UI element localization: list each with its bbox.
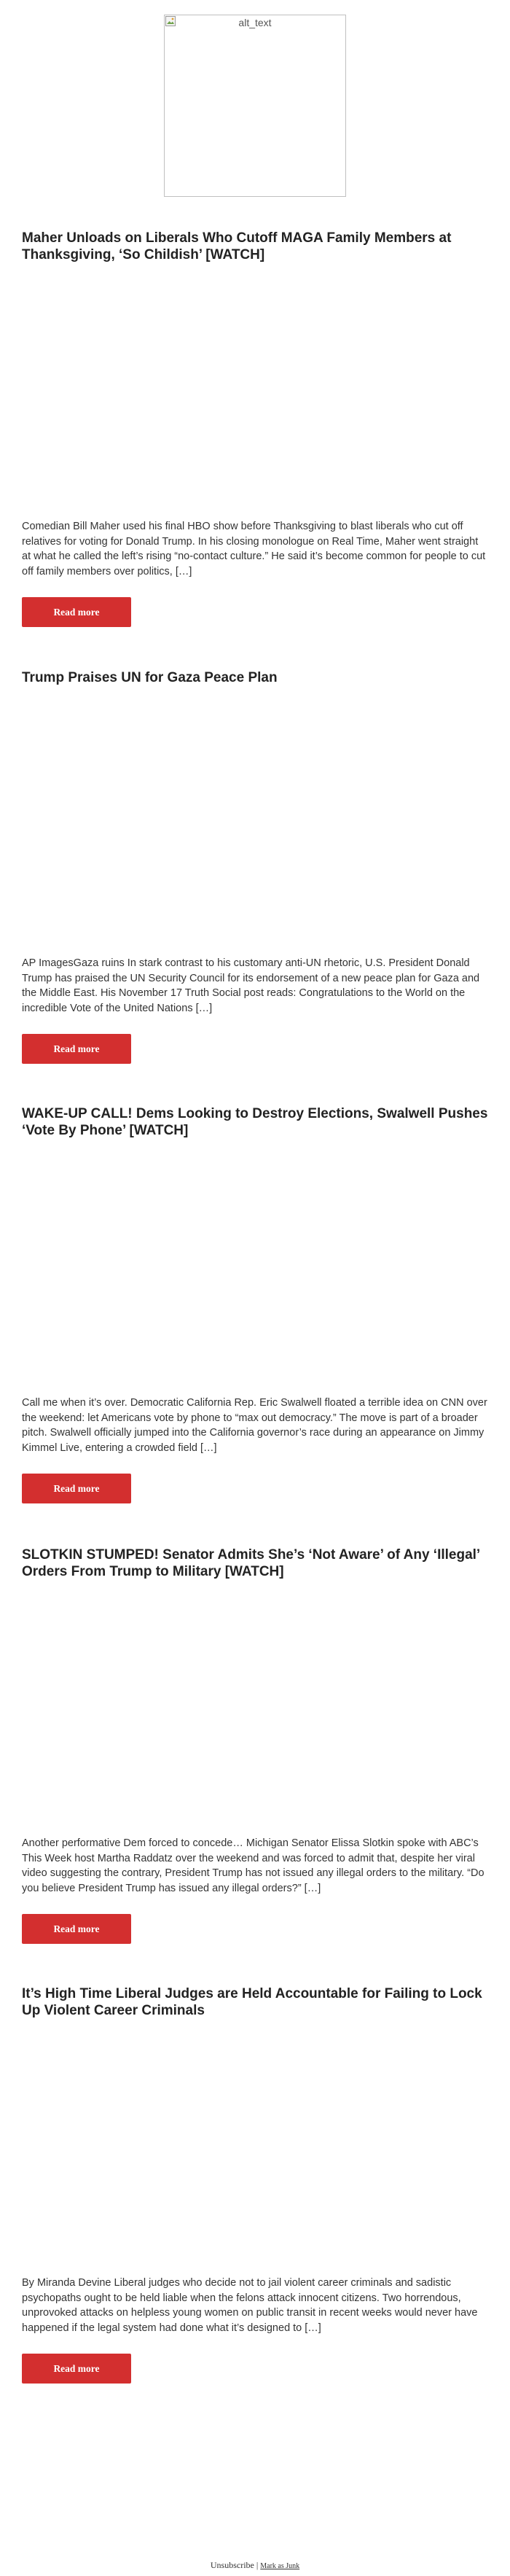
article-card	[22, 1546, 488, 1934]
read-more-button[interactable]: Read more	[22, 1474, 131, 1503]
article-card	[22, 230, 488, 618]
mark-as-junk-link[interactable]: Mark as Junk	[260, 2562, 300, 2570]
article-excerpt: Another performative Dem forced to concede… Michigan Senator Elissa Slotkin spoke with ABC’s This Week host Martha Raddatz over the weekend and was forced to admit that, despite her viral video suggesting the contrary, President Trump has not issued any illegal orders to the military. “Do you believe President Trump has issued any illegal orders?” […]	[22, 1837, 484, 1894]
article-card	[22, 1105, 488, 1494]
article-title[interactable]: Maher Unloads on Liberals Who Cutoff MAGA Family Members at Thanksgiving, ‘So Childish’ [WATCH]	[22, 230, 452, 262]
article-title[interactable]: WAKE-UP CALL! Dems Looking to Destroy Elections, Swalwell Pushes ‘Vote By Phone’ [WATCH]	[22, 1106, 488, 1138]
read-more-button[interactable]: Read more	[22, 1914, 131, 1944]
footer	[0, 2560, 510, 2571]
article-excerpt: Call me when it’s over. Democratic California Rep. Eric Swalwell floated a terrible idea on CNN over the weekend: let Americans vote by phone to “max out democracy.” The move is part of a broader pitch. Swalwell officially jumped into the California governor’s race during an appearance on Jimmy Kimmel Live, entering a crowded field […]	[22, 1397, 487, 1454]
article-title[interactable]: Trump Praises UN for Gaza Peace Plan	[22, 670, 278, 685]
article-excerpt: Comedian Bill Maher used his final HBO show before Thanksgiving to blast liberals who cut off relatives for voting for Donald Trump. In his closing monologue on Real Time, Maher went straight at what he called the left’s rising “no-contact culture.” He said it’s become common for people to cut off family members over politics, […]	[22, 521, 486, 577]
article-title[interactable]: It’s High Time Liberal Judges are Held Accountable for Failing to Lock Up Violent Career Criminals	[22, 1986, 482, 2018]
read-more-button[interactable]: Read more	[22, 597, 131, 627]
unsubscribe-label[interactable]: Unsubscribe |	[210, 2560, 259, 2570]
article-image[interactable]	[22, 699, 488, 990]
logo-image	[164, 15, 346, 197]
article-excerpt: By Miranda Devine Liberal judges who decide not to jail violent career criminals and sadistic psychopaths ought to be held liable when the felons attack innocent citizens. Two horrendous, unprovoked attacks on helpless young women on public transit in recent weeks would never have happened if the legal system had done what it’s designed to […]	[22, 2277, 478, 2334]
article-card	[22, 669, 488, 1054]
article-excerpt: AP ImagesGaza ruins In stark contrast to his customary anti-UN rhetoric, U.S. President Donald Trump has praised the UN Security Council for its endorsement of a new peace plan for Gaza and the Middle East. His November 17 Truth Social post reads: Congratulations to the World on the incredible Vote of the United Nations […]	[22, 957, 480, 1014]
logo-alt-text: alt_text	[238, 17, 272, 28]
read-more-button[interactable]: Read more	[22, 2354, 131, 2384]
article-title[interactable]: SLOTKIN STUMPED! Senator Admits She’s ‘Not Aware’ of Any ‘Illegal’ Orders From Trump to Military [WATCH]	[22, 1547, 480, 1579]
article-card	[22, 1985, 488, 2374]
read-more-button[interactable]: Read more	[22, 1034, 131, 1064]
